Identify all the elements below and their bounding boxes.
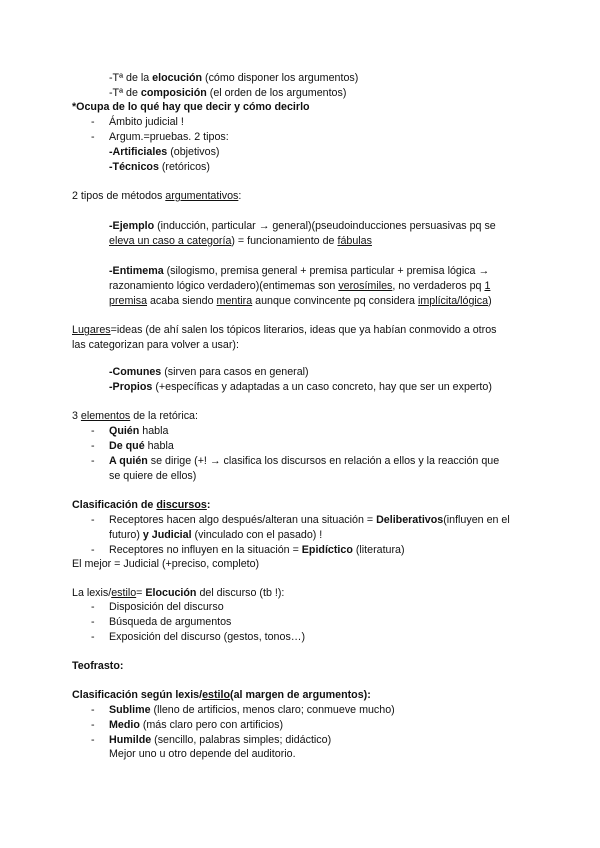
bullet-dash: - <box>91 704 95 716</box>
text-run: (más claro pero con artificios) <box>139 719 284 731</box>
bold-term: y Judicial <box>142 529 192 541</box>
list-item: Argum.=pruebas. 2 tipos: <box>109 131 229 143</box>
text-run: ) <box>488 295 492 307</box>
bold-term: (al margen de argumentos): <box>230 689 371 701</box>
bold-term: Teofrasto: <box>72 660 124 672</box>
section-heading <box>72 409 198 423</box>
text-line <box>109 71 358 85</box>
list-item <box>109 703 395 717</box>
text-run: (sirven para casos en general) <box>161 366 309 378</box>
underlined-term: estilo <box>111 587 137 599</box>
bullet-dash: - <box>91 514 95 526</box>
bold-term: Quién <box>109 425 140 437</box>
list-item <box>109 543 405 557</box>
underlined-term: Lugares <box>72 324 111 336</box>
list-item <box>109 718 283 732</box>
bullet-dash: - <box>91 601 95 613</box>
text-line: El mejor = Judicial (+preciso, completo) <box>72 558 260 570</box>
bullet-dash: - <box>91 131 95 143</box>
text-run: Receptores no influyen en la situación = <box>109 544 302 556</box>
list-item: Exposición del discurso (gestos, tonos…) <box>109 631 306 643</box>
bullet-dash: - <box>91 734 95 746</box>
bold-term: Humilde <box>109 734 152 746</box>
bold-note: *Ocupa de lo qué hay que decir y cómo decirlo <box>72 101 310 113</box>
underlined-term: discursos <box>156 499 207 511</box>
text-line <box>109 264 489 278</box>
text-run: -Tª de la <box>109 72 153 84</box>
text-run: (sencillo, palabras simples; didáctico) <box>151 734 332 746</box>
text-line <box>109 365 309 379</box>
underlined-term: argumentativos <box>165 190 239 202</box>
text-run: (cómo disponer los argumentos) <box>202 72 359 84</box>
bullet-dash: - <box>91 455 95 467</box>
list-item: Búsqueda de argumentos <box>109 616 232 628</box>
text-run: del discurso (tb !): <box>196 587 285 599</box>
list-item-continuation: se quiere de ellos) <box>109 470 197 482</box>
section-heading <box>72 659 123 673</box>
bold-term: -Técnicos <box>109 161 159 173</box>
text-run: de la retórica: <box>130 410 198 422</box>
bold-term: : <box>206 499 211 511</box>
text-run: -Tª de <box>109 87 141 99</box>
bullet-dash: - <box>91 440 95 452</box>
bullet-dash: - <box>91 544 95 556</box>
text-run: (objetivos) <box>167 146 220 158</box>
section-heading <box>72 688 371 702</box>
underlined-term: fábulas <box>337 235 372 247</box>
text-run: se dirige (+! → clasifica los discursos en relación a ellos y la reacción que <box>147 455 500 467</box>
list-item <box>109 513 510 527</box>
bold-term: -Comunes <box>109 366 162 378</box>
text-line <box>109 279 490 293</box>
list-item <box>109 424 168 438</box>
underlined-term: elementos <box>80 410 131 422</box>
text-line <box>109 219 496 233</box>
bullet-dash: - <box>91 631 95 643</box>
underlined-term: eleva un caso a categoría <box>109 235 232 247</box>
bold-term: De qué <box>109 440 145 452</box>
text-run: (vinculado con el pasado) ! <box>191 529 323 541</box>
text-run: (silogismo, premisa general + premisa particular + premisa lógica → <box>163 265 490 277</box>
bullet-dash: - <box>91 719 95 731</box>
underlined-term: mentira <box>216 295 253 307</box>
text-run: Receptores hacen algo después/alteran una situación = <box>109 514 377 526</box>
bold-term: Clasificación de <box>72 499 157 511</box>
bold-term: Medio <box>109 719 140 731</box>
bullet-dash: - <box>91 425 95 437</box>
underlined-term: premisa <box>109 295 148 307</box>
list-item-continuation <box>109 528 322 542</box>
bold-term: -Artificiales <box>109 146 168 158</box>
text-run: (lleno de artificios, menos claro; conmueve mucho) <box>150 704 395 716</box>
text-line <box>109 380 492 394</box>
text-run: razonamiento lógico verdadero)(entimemas son <box>109 280 339 292</box>
bold-term: Epidíctico <box>301 544 353 556</box>
bullet-dash: - <box>91 116 95 128</box>
text-run: (retóricos) <box>158 161 210 173</box>
text-run: (influyen en el <box>443 514 510 526</box>
list-item-continuation: Mejor uno u otro depende del auditorio. <box>109 748 296 760</box>
bullet-dash: - <box>91 616 95 628</box>
text-line <box>109 145 220 159</box>
text-run: (+específicas y adaptadas a un caso concreto, hay que ser un experto) <box>152 381 492 393</box>
bold-term: Sublime <box>109 704 151 716</box>
list-item <box>109 439 174 453</box>
text-run: 3 <box>72 410 81 422</box>
section-heading <box>72 586 284 600</box>
text-run: aunque convincente pq considera <box>252 295 418 307</box>
list-item <box>109 733 331 747</box>
bold-term: A quién <box>109 455 148 467</box>
text-run: futuro) <box>109 529 143 541</box>
underlined-term: implícita/lógica <box>417 295 489 307</box>
bold-term: -Propios <box>109 381 153 393</box>
text-run: (inducción, particular → general)(pseudoinducciones persuasivas pq se <box>154 220 496 232</box>
bold-term: -Entimema <box>109 265 164 277</box>
bold-term: Elocución <box>145 587 197 599</box>
text-run: =ideas (de ahí salen los tópicos literarios, ideas que ya habían conmovido a otros <box>110 324 497 336</box>
list-item: Ámbito judicial ! <box>109 116 184 128</box>
text-run: (el orden de los argumentos) <box>206 87 347 99</box>
text-line <box>109 234 372 248</box>
text-line <box>109 294 492 308</box>
text-run: , no verdaderos pq <box>392 280 485 292</box>
bold-term: -Ejemplo <box>109 220 155 232</box>
bold-term: Clasificación según lexis/ <box>72 689 203 701</box>
bold-term: elocución <box>152 72 203 84</box>
text-run: habla <box>144 440 174 452</box>
text-run: = <box>136 587 146 599</box>
text-run: acaba siendo <box>147 295 217 307</box>
text-run: ) = funcionamiento de <box>231 235 338 247</box>
text-run: (literatura) <box>352 544 405 556</box>
bold-term: composición <box>140 87 207 99</box>
text-run: La lexis/ <box>72 587 112 599</box>
list-item: Disposición del discurso <box>109 601 224 613</box>
text-run: 2 tipos de métodos <box>72 190 166 202</box>
text-run: : <box>238 190 242 202</box>
underlined-term: verosímiles <box>338 280 393 292</box>
section-note <box>72 100 310 114</box>
text-line: las categorizan para volver a usar): <box>72 339 239 351</box>
underlined-term: estilo <box>202 689 231 701</box>
text-line <box>72 323 497 337</box>
bold-term: Deliberativos <box>376 514 444 526</box>
underlined-term: 1 <box>484 280 491 292</box>
section-heading <box>72 189 241 203</box>
text-line <box>109 86 346 100</box>
text-run: habla <box>139 425 169 437</box>
list-item <box>109 454 499 468</box>
text-line <box>109 160 210 174</box>
section-heading <box>72 498 210 512</box>
